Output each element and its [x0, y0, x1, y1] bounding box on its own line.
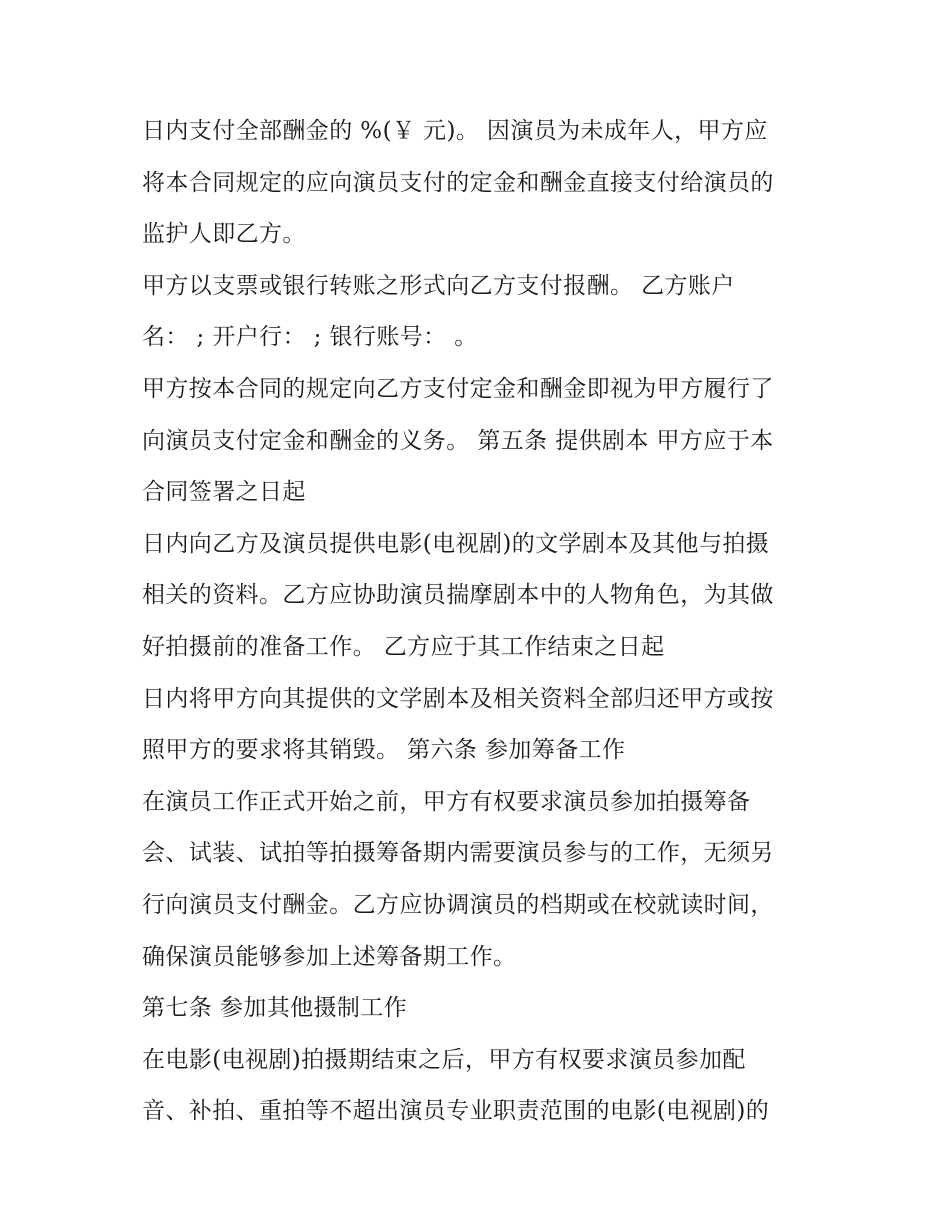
text-line: 名： ; 开户行： ; 银行账号： 。: [142, 324, 478, 351]
text-line: 监护人即乙方。: [142, 221, 306, 248]
text-line: 会、试装、试拍等拍摄筹备期内需要演员参与的工作，无须另: [142, 840, 774, 867]
text-line: 确保演员能够参加上述筹备期工作。: [142, 943, 517, 970]
text-line: 合同签署之日起: [142, 479, 306, 506]
text-line: 在电影(电视剧)拍摄期结束之后，甲方有权要求演员参加配: [142, 1046, 746, 1073]
text-line: 日内将甲方向其提供的文学剧本及相关资料全部归还甲方或按: [142, 685, 774, 712]
text-line: 第七条 参加其他摄制工作: [142, 995, 408, 1022]
text-line: 在演员工作正式开始之前，甲方有权要求演员参加拍摄筹备: [142, 788, 751, 815]
text-line: 将本合同规定的应向演员支付的定金和酬金直接支付给演员的: [142, 169, 774, 196]
text-line: 音、补拍、重拍等不超出演员专业职责范围的电影(电视剧)的: [142, 1098, 770, 1125]
text-line: 日内向乙方及演员提供电影(电视剧)的文学剧本及其他与拍摄: [142, 530, 770, 557]
text-line: 甲方以支票或银行转账之形式向乙方支付报酬。 乙方账户: [142, 272, 735, 299]
text-line: 甲方按本合同的规定向乙方支付定金和酬金即视为甲方履行了: [142, 375, 774, 402]
text-line: 向演员支付定金和酬金的义务。 第五条 提供剧本 甲方应于本: [142, 427, 774, 454]
text-line: 照甲方的要求将其销毁。 第六条 参加筹备工作: [142, 737, 626, 764]
contract-text-body: [142, 106, 822, 1138]
text-line: 好拍摄前的准备工作。 乙方应于其工作结束之日起: [142, 633, 665, 660]
text-line: 行向演员支付酬金。乙方应协调演员的档期或在校就读时间，: [142, 891, 774, 918]
text-line: 相关的资料。乙方应协助演员揣摩剧本中的人物角色，为其做: [142, 582, 774, 609]
text-line: 日内支付全部酬金的 %(￥ 元)。 因演员为未成年人，甲方应: [142, 118, 768, 144]
